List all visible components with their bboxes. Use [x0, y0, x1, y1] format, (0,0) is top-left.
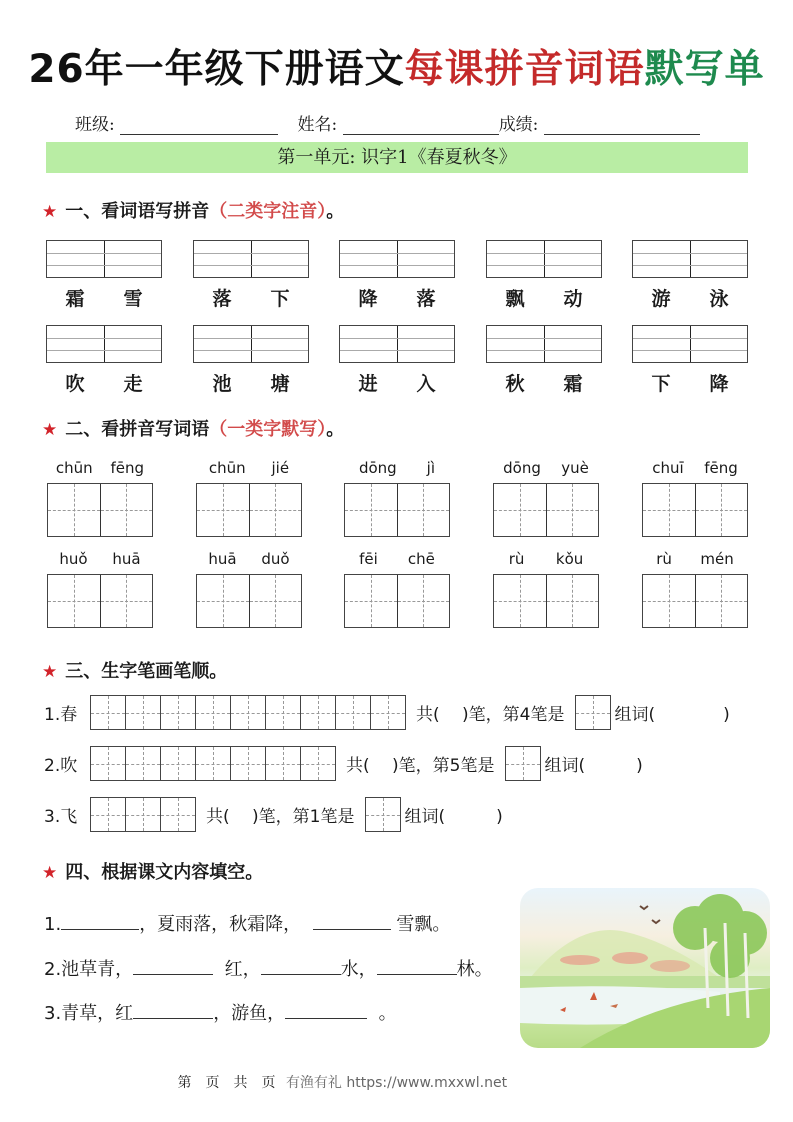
stroke-box[interactable] — [371, 696, 405, 729]
section4-title: ★ 四、根据课文内容填空。 — [42, 862, 264, 883]
pinyin-label: chūn fēng — [55, 459, 145, 477]
pinyin-label: chūn jié — [208, 459, 290, 477]
word-characters: 进 入 — [358, 373, 436, 395]
tianzi-writing-grid[interactable] — [196, 483, 302, 537]
pinyin-writing-grid[interactable] — [632, 325, 748, 363]
tianzi-writing-grid[interactable] — [642, 483, 748, 537]
pinyin-label: rù mén — [656, 550, 734, 568]
stroke-boxes — [90, 695, 406, 730]
stroke-box[interactable] — [126, 696, 161, 729]
stroke-box[interactable] — [161, 696, 196, 729]
stroke-box[interactable] — [231, 696, 266, 729]
pinyin-writing-grid[interactable] — [632, 240, 748, 278]
pinyin-writing-grid[interactable] — [46, 240, 162, 278]
fill-line-1: 1. ，夏雨落，秋霜降， 雪飘。 — [44, 910, 450, 936]
stroke-box[interactable] — [231, 747, 266, 780]
pinyin-writing-grid[interactable] — [193, 240, 309, 278]
word-characters: 下 降 — [651, 373, 729, 395]
tianzi-writing-grid[interactable] — [47, 574, 153, 628]
star-icon: ★ — [42, 420, 58, 440]
nth-stroke-box[interactable] — [575, 695, 611, 730]
name-label: 姓名: — [297, 115, 338, 135]
word-characters: 霜 雪 — [65, 288, 143, 310]
landscape-icon — [520, 888, 770, 1048]
fill-line-3: 3.青草，红 ，游鱼， 。 — [44, 999, 397, 1025]
blank[interactable] — [313, 911, 391, 930]
stroke-box[interactable] — [126, 747, 161, 780]
pinyin-writing-grid[interactable] — [486, 325, 602, 363]
word-characters: 吹 走 — [65, 373, 143, 395]
stroke-box[interactable] — [266, 696, 301, 729]
tianzi-writing-grid[interactable] — [344, 574, 450, 628]
word-characters: 池 塘 — [212, 373, 290, 395]
page-footer — [0, 1072, 793, 1092]
star-icon: ★ — [42, 662, 58, 682]
blank[interactable] — [285, 1000, 367, 1019]
stroke-box[interactable] — [301, 696, 336, 729]
page-counter: 第 页 共 页 — [177, 1075, 276, 1091]
stroke-box[interactable] — [301, 747, 335, 780]
spring-scene-illustration — [520, 888, 770, 1048]
blank[interactable] — [377, 956, 457, 975]
stroke-boxes — [90, 746, 336, 781]
tianzi-writing-grid[interactable] — [493, 574, 599, 628]
title-part3: 默写单 — [644, 47, 765, 92]
pinyin-writing-grid[interactable] — [193, 325, 309, 363]
stroke-order-row: 3.飞 共( )笔， 第1笔是 组词( ) — [44, 797, 503, 832]
star-icon: ★ — [42, 202, 58, 222]
student-info — [75, 110, 700, 135]
blank[interactable] — [261, 956, 341, 975]
pinyin-label: huā duǒ — [208, 550, 290, 568]
word-characters: 落 下 — [212, 288, 290, 310]
section3-title: ★ 三、生字笔画笔顺。 — [42, 661, 228, 682]
class-field[interactable] — [120, 114, 278, 135]
tianzi-writing-grid[interactable] — [493, 483, 599, 537]
stroke-box[interactable] — [91, 696, 126, 729]
score-field[interactable] — [544, 114, 700, 135]
stroke-box[interactable] — [126, 798, 161, 831]
section1-title: ★ 一、看词语写拼音（二类字注音）。 — [42, 201, 345, 222]
stroke-order-row: 2.吹 共( )笔， 第5笔是 组词( ) — [44, 746, 643, 781]
stroke-boxes — [90, 797, 196, 832]
page-title — [0, 38, 793, 94]
stroke-box[interactable] — [161, 747, 196, 780]
title-part1: 26年一年级下册语文 — [28, 47, 405, 92]
stroke-box[interactable] — [336, 696, 371, 729]
pinyin-label: fēi chē — [359, 550, 435, 568]
class-label: 班级: — [75, 115, 115, 135]
blank[interactable] — [133, 1000, 213, 1019]
nth-stroke-box[interactable] — [365, 797, 401, 832]
pinyin-label: dōng yuè — [503, 459, 589, 477]
score-label: 成绩: — [498, 115, 539, 135]
name-field[interactable] — [343, 114, 499, 135]
pinyin-label: chuī fēng — [652, 459, 738, 477]
pinyin-writing-grid[interactable] — [339, 240, 455, 278]
pinyin-writing-grid[interactable] — [46, 325, 162, 363]
word-characters: 游 泳 — [651, 288, 729, 310]
blank[interactable] — [61, 911, 139, 930]
stroke-box[interactable] — [266, 747, 301, 780]
blank[interactable] — [133, 956, 213, 975]
stroke-order-row: 1.春 共( )笔， 第4笔是 组词( ) — [44, 695, 730, 730]
fill-line-2: 2.池草青， 红， 水， 林。 — [44, 955, 493, 981]
stroke-box[interactable] — [91, 798, 126, 831]
word-characters: 飘 动 — [505, 288, 583, 310]
pinyin-label: rù kǒu — [508, 550, 584, 568]
stroke-box[interactable] — [91, 747, 126, 780]
title-part2: 每课拼音词语 — [404, 47, 645, 92]
tianzi-writing-grid[interactable] — [642, 574, 748, 628]
nth-stroke-box[interactable] — [505, 746, 541, 781]
tianzi-writing-grid[interactable] — [344, 483, 450, 537]
pinyin-writing-grid[interactable] — [486, 240, 602, 278]
word-characters: 降 落 — [358, 288, 436, 310]
tianzi-writing-grid[interactable] — [196, 574, 302, 628]
star-icon: ★ — [42, 863, 58, 883]
section2-title: ★ 二、看拼音写词语（一类字默写）。 — [42, 419, 345, 440]
pinyin-label: huǒ huā — [59, 550, 141, 568]
pinyin-label: dōng jì — [358, 459, 435, 477]
word-characters: 秋 霜 — [505, 373, 583, 395]
tianzi-writing-grid[interactable] — [47, 483, 153, 537]
stroke-box[interactable] — [196, 696, 231, 729]
pinyin-writing-grid[interactable] — [339, 325, 455, 363]
stroke-box[interactable] — [161, 798, 195, 831]
watermark: 有渔有礼 https://www.mxxwl.net — [285, 1075, 508, 1091]
stroke-box[interactable] — [196, 747, 231, 780]
unit-banner: 第一单元: 识字1《春夏秋冬》 — [46, 142, 748, 173]
